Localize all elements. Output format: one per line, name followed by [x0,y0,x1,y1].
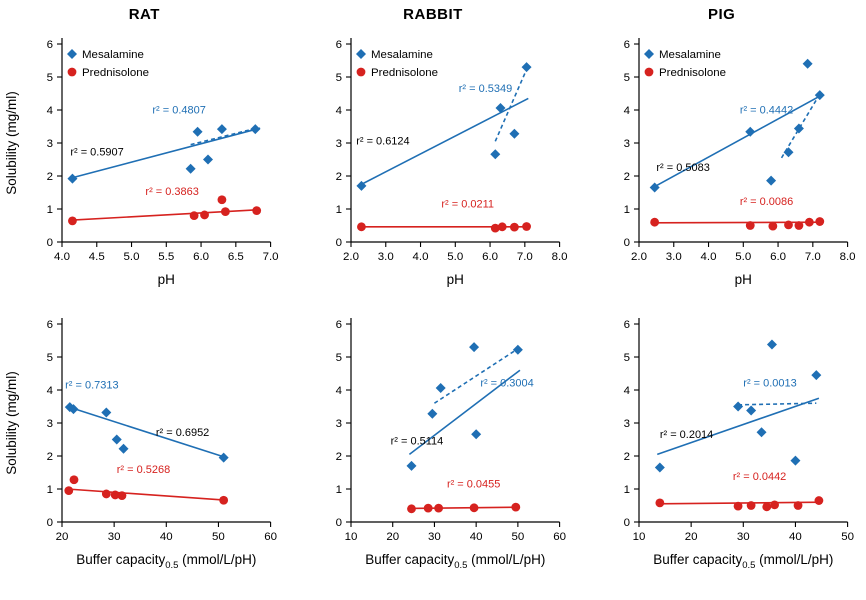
data-point-prednisolone [102,490,111,499]
data-point-mesalamine [490,149,500,159]
x-tick-label: 6.0 [770,250,787,263]
data-point-prednisolone [200,211,209,220]
x-tick-label: 20 [685,530,698,543]
r-squared-label: r² = 0.3004 [479,377,534,390]
r-squared-label: r² = 0.3863 [145,186,199,199]
data-point-prednisolone [434,504,443,513]
y-tick-label: 5 [46,72,53,85]
data-point-prednisolone [219,496,228,505]
data-point-prednisolone [511,503,520,512]
r-squared-label: r² = 0.2014 [660,428,714,441]
data-point-mesalamine [791,456,801,466]
x-tick-label: 4.5 [88,250,105,263]
y-tick-label: 5 [335,72,342,85]
y-tick-label: 3 [623,138,631,151]
y-tick-label: 0 [46,236,53,249]
data-point-mesalamine [186,164,196,174]
data-point-prednisolone [771,500,780,509]
data-point-prednisolone [423,504,432,513]
data-point-mesalamine [101,407,111,417]
x-tick-label: 50 [511,530,524,543]
x-tick-label: 8.0 [839,250,856,263]
fit-line-mesalamine-subset [434,349,517,403]
data-point-prednisolone [118,491,127,500]
y-tick-label: 6 [46,319,53,332]
data-point-prednisolone [407,504,416,513]
data-point-mesalamine [119,444,129,454]
y-tick-label: 1 [335,203,342,216]
y-axis-title: Solubility (mg/ml) [3,91,19,195]
x-tick-label: 30 [737,530,751,543]
x-tick-label: 30 [427,530,441,543]
x-tick-label: 7.0 [262,250,279,263]
y-tick-label: 4 [623,385,631,398]
x-tick-label: 5.0 [123,250,140,263]
data-point-prednisolone [815,496,824,505]
r-squared-label: r² = 0.0455 [446,478,501,491]
y-tick-label: 1 [335,483,342,496]
data-point-mesalamine [794,123,804,133]
x-tick-label: 3.0 [666,250,683,263]
y-tick-label: 1 [623,203,631,216]
legend-marker-mesalamine [67,49,77,59]
chart-panel-rabbit-buffer [289,300,578,600]
y-tick-label: 5 [46,352,53,365]
data-point-prednisolone [816,217,825,226]
data-point-mesalamine [217,124,227,134]
x-tick-label: 7.0 [516,250,533,263]
x-tick-label: 60 [264,530,277,543]
y-tick-label: 0 [623,516,631,529]
fit-line-prednisolone [70,210,260,221]
data-point-mesalamine [469,342,479,352]
x-axis-title: pH [157,271,175,287]
y-tick-label: 0 [335,236,342,249]
y-axis-title: Solubility (mg/ml) [3,371,19,475]
r-squared-label: r² = 0.4442 [740,104,794,117]
y-tick-label: 4 [335,105,342,118]
x-axis-title: Buffer capacity$_{0.5}$ (mmol/L/pH) [364,551,545,571]
y-tick-label: 5 [623,72,631,85]
data-point-prednisolone [252,206,261,215]
x-axis-title: Buffer capacity$_{0.5}$ (mmol/L/pH) [76,551,257,571]
legend-marker-mesalamine [356,49,366,59]
y-tick-label: 3 [335,418,342,431]
plot-pig-ph [577,0,866,300]
fit-line-mesalamine-subset [738,403,816,405]
r-squared-label: r² = 0.0442 [733,470,787,483]
x-tick-label: 50 [212,530,225,543]
legend-label-prednisolone: Prednisolone [81,67,150,80]
data-point-mesalamine [767,339,777,349]
chart-panel-pig-ph [577,0,866,300]
legend-marker-prednisolone [68,68,77,77]
chart-panel-pig-buffer [577,300,866,600]
x-tick-label: 30 [107,530,121,543]
x-tick-label: 8.0 [551,250,568,263]
r-squared-label: r² = 0.0086 [740,196,794,209]
legend-label-mesalamine: Mesalamine [370,49,433,62]
data-point-prednisolone [734,502,743,511]
r-squared-label: r² = 0.5349 [458,82,512,95]
data-point-mesalamine [435,383,445,393]
y-tick-label: 0 [623,236,631,249]
fit-line-prednisolone [67,489,226,500]
y-tick-label: 3 [46,138,53,151]
x-tick-label: 20 [385,530,399,543]
r-squared-label: r² = 0.5114 [390,435,443,448]
data-point-prednisolone [510,223,519,232]
x-tick-label: 6.0 [193,250,210,263]
data-point-prednisolone [68,216,77,225]
r-squared-label: r² = 0.6952 [155,427,210,440]
data-point-mesalamine [655,463,665,473]
y-tick-label: 6 [46,39,53,52]
y-tick-label: 3 [335,138,342,151]
y-tick-label: 5 [623,352,631,365]
data-point-mesalamine [757,427,767,437]
y-tick-label: 0 [335,516,342,529]
data-point-mesalamine [219,453,229,463]
data-point-prednisolone [70,475,79,484]
y-tick-label: 2 [335,450,342,463]
y-tick-label: 6 [623,319,631,332]
data-point-prednisolone [651,218,660,227]
y-tick-label: 2 [623,450,631,463]
x-tick-label: 40 [789,530,803,543]
data-point-prednisolone [218,195,227,204]
x-tick-label: 5.0 [446,250,463,263]
y-tick-label: 4 [335,385,342,398]
data-point-prednisolone [221,207,230,216]
data-point-mesalamine [733,402,743,412]
data-point-prednisolone [190,211,199,220]
r-squared-label: r² = 0.7313 [65,379,119,392]
data-point-mesalamine [509,129,519,139]
data-point-mesalamine [812,370,822,380]
y-tick-label: 2 [335,170,342,183]
x-tick-label: 6.0 [481,250,498,263]
chart-title: RAT [128,6,160,23]
x-tick-label: 4.0 [54,250,70,263]
x-tick-label: 5.5 [158,250,175,263]
data-point-prednisolone [746,221,755,230]
data-point-prednisolone [763,502,772,511]
x-tick-label: 7.0 [805,250,822,263]
chart-panel-rat-buffer [0,300,289,600]
r-squared-label: r² = 0.5268 [116,464,171,477]
plot-pig-buffer [577,300,866,600]
data-point-prednisolone [656,498,665,507]
data-point-prednisolone [357,222,366,231]
x-tick-label: 60 [552,530,566,543]
chart-panel-rat-ph [0,0,289,300]
data-point-mesalamine [766,176,776,186]
data-point-mesalamine [521,62,531,72]
data-point-mesalamine [250,124,260,134]
x-axis-title: pH [734,271,753,287]
y-tick-label: 2 [623,170,631,183]
r-squared-label: r² = 0.6124 [355,135,410,148]
legend-marker-mesalamine [644,49,654,59]
plot-rat-buffer [0,300,289,600]
data-point-prednisolone [747,501,756,510]
data-point-prednisolone [769,222,778,231]
data-point-mesalamine [784,147,794,157]
y-tick-label: 2 [46,170,53,183]
data-point-prednisolone [64,486,73,495]
y-tick-label: 1 [46,203,53,216]
y-tick-label: 4 [623,105,631,118]
r-squared-label: r² = 0.5907 [70,146,124,159]
data-point-prednisolone [795,221,804,230]
data-point-mesalamine [746,405,756,415]
legend-marker-prednisolone [645,68,654,77]
y-tick-label: 1 [623,483,631,496]
x-tick-label: 4.0 [412,250,429,263]
legend-marker-prednisolone [356,68,365,77]
y-tick-label: 1 [46,483,53,496]
y-tick-label: 6 [623,39,631,52]
data-point-prednisolone [522,222,531,231]
y-tick-label: 3 [46,418,53,431]
legend-label-prednisolone: Prednisolone [659,67,727,80]
r-squared-label: r² = 0.0211 [441,198,494,211]
y-tick-label: 5 [335,352,342,365]
data-point-mesalamine [203,154,213,164]
x-tick-label: 5.0 [735,250,752,263]
data-point-prednisolone [794,501,803,510]
data-point-prednisolone [784,220,793,229]
x-tick-label: 6.5 [227,250,244,263]
y-tick-label: 0 [46,516,53,529]
y-tick-label: 3 [623,418,631,431]
legend-label-prednisolone: Prednisolone [370,67,438,80]
data-point-mesalamine [406,461,416,471]
x-tick-label: 40 [469,530,483,543]
data-point-mesalamine [513,345,523,355]
data-point-mesalamine [193,127,203,137]
x-tick-label: 10 [632,530,646,543]
data-point-mesalamine [427,409,437,419]
y-tick-label: 6 [335,39,342,52]
x-tick-label: 10 [344,530,358,543]
y-tick-label: 4 [46,385,53,398]
chart-panel-rabbit-ph [289,0,578,300]
x-tick-label: 3.0 [377,250,394,263]
x-tick-label: 4.0 [700,250,717,263]
plot-rabbit-buffer [289,300,578,600]
r-squared-label: r² = 0.0013 [743,377,798,390]
data-point-prednisolone [469,503,478,512]
plot-rabbit-ph [289,0,578,300]
legend-label-mesalamine: Mesalamine [81,49,144,62]
chart-title: RABBIT [403,6,463,23]
data-point-prednisolone [497,222,506,231]
data-point-mesalamine [803,59,813,69]
plot-rat-ph [0,0,289,300]
data-point-mesalamine [112,435,122,445]
x-tick-label: 50 [841,530,855,543]
y-tick-label: 4 [46,105,53,118]
x-tick-label: 20 [55,530,69,543]
data-point-prednisolone [805,218,814,227]
x-tick-label: 2.0 [342,250,359,263]
y-tick-label: 2 [46,450,53,463]
y-tick-label: 6 [335,319,342,332]
x-tick-label: 2.0 [631,250,648,263]
r-squared-label: r² = 0.4807 [152,104,206,117]
x-tick-label: 40 [159,530,173,543]
x-axis-title: Buffer capacity$_{0.5}$ (mmol/L/pH) [653,551,834,571]
chart-title: PIG [707,6,736,23]
x-axis-title: pH [446,271,464,287]
data-point-mesalamine [67,174,77,184]
data-point-mesalamine [471,429,481,439]
r-squared-label: r² = 0.5083 [656,162,711,175]
legend-label-mesalamine: Mesalamine [659,49,722,62]
